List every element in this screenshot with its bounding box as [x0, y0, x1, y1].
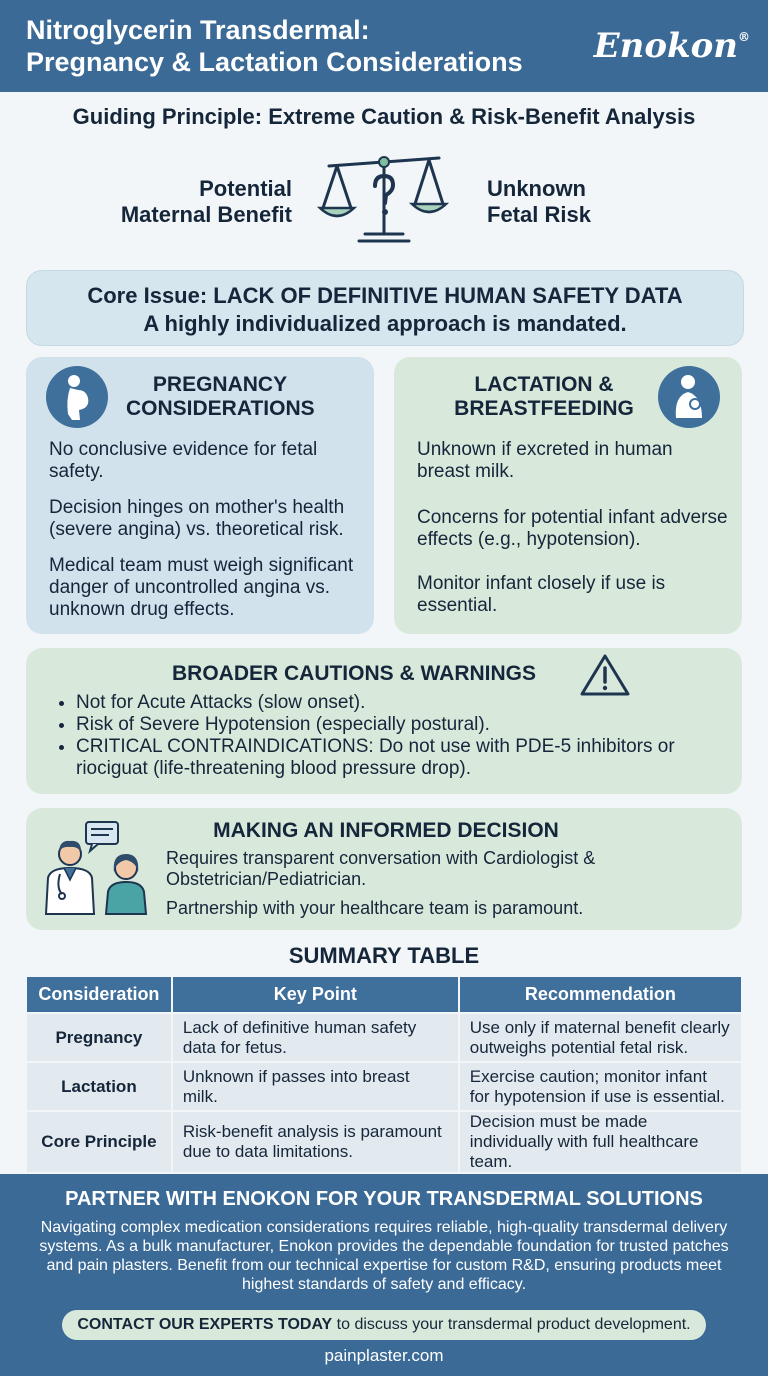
- website-link[interactable]: painplaster.com: [324, 1346, 444, 1365]
- pregnancy-title: [126, 373, 314, 421]
- lactation-title-line-2: BREASTFEEDING: [454, 397, 634, 420]
- maternal-benefit-line-1: Potential: [199, 176, 292, 201]
- table-cell: Decision must be made individually with full healthcare team.: [459, 1111, 742, 1173]
- pregnancy-point-2: Decision hinges on mother's health (severe angina) vs. theoretical risk.: [49, 497, 345, 540]
- informed-decision-panel: [26, 808, 742, 930]
- fetal-risk-label: [487, 176, 591, 228]
- lactation-point-2: Concerns for potential infant adverse effects (e.g., hypotension).: [417, 507, 728, 550]
- page-title: [26, 14, 523, 78]
- balance-scale-question-icon: [315, 148, 453, 248]
- pregnancy-card: [26, 357, 374, 634]
- decision-title: MAKING AN INFORMED DECISION: [213, 819, 559, 842]
- cautions-list: [56, 692, 716, 780]
- guiding-principle-title: Guiding Principle: Extreme Caution & Risk-Benefit Analysis: [72, 104, 696, 129]
- doctor-patient-chat-icon: [40, 818, 158, 918]
- caution-item: • Not for Acute Attacks (slow onset).: [76, 692, 716, 714]
- pregnant-woman-glyph: [46, 366, 108, 428]
- breastfeeding-mother-icon: [658, 366, 720, 428]
- table-cell: Lactation: [26, 1062, 172, 1111]
- lactation-title: [444, 373, 644, 421]
- header-banner: [0, 0, 768, 92]
- pregnancy-title-line-2: CONSIDERATIONS: [126, 397, 315, 420]
- table-row: [26, 1013, 742, 1062]
- caution-item: • Risk of Severe Hypotension (especially postural).: [76, 714, 716, 736]
- column-header: Key Point: [172, 976, 459, 1013]
- core-issue-heading: Core Issue: LACK OF DEFINITIVE HUMAN SAFETY DATA: [87, 283, 683, 308]
- table-cell: Unknown if passes into breast milk.: [172, 1062, 459, 1111]
- table-cell: Exercise caution; monitor infant for hypotension if use is essential.: [459, 1062, 742, 1111]
- fetal-risk-line-1: Unknown: [487, 176, 586, 201]
- maternal-benefit-line-2: Maternal Benefit: [120, 202, 292, 227]
- brand-logo: [594, 26, 750, 66]
- table-cell: Risk-benefit analysis is paramount due to data limitations.: [172, 1111, 459, 1173]
- table-header-row: [26, 976, 742, 1013]
- title-line-1: Nitroglycerin Transdermal:: [26, 15, 370, 45]
- fetal-risk-line-2: Fetal Risk: [487, 202, 591, 227]
- brand-name: Enokon: [593, 26, 738, 66]
- lactation-point-1: Unknown if excreted in human breast milk.: [417, 439, 673, 482]
- caution-item: • CRITICAL CONTRAINDICATIONS: Do not use with PDE-5 inhibitors or riociguat (life-threatening blood pressure drop).: [76, 736, 716, 780]
- core-issue-subheading: A highly individualized approach is mandated.: [143, 311, 627, 336]
- lactation-title-line-1: LACTATION &: [474, 373, 614, 396]
- cta-text: to discuss your transdermal product development.: [332, 1316, 691, 1333]
- lactation-card: [394, 357, 742, 634]
- lactation-point-3: Monitor infant closely if use is essential.: [417, 573, 666, 616]
- core-issue-panel: [26, 270, 744, 346]
- table-cell: Use only if maternal benefit clearly outweighs potential fetal risk.: [459, 1013, 742, 1062]
- breastfeeding-mother-glyph: [658, 366, 720, 428]
- cautions-title: BROADER CAUTIONS & WARNINGS: [171, 662, 536, 685]
- decision-point-1: Requires transparent conversation with Cardiologist & Obstetrician/Pediatrician.: [166, 848, 596, 889]
- pregnancy-title-line-1: PREGNANCY: [152, 373, 288, 396]
- title-line-2: Pregnancy & Lactation Considerations: [26, 47, 523, 77]
- pregnancy-point-3: Medical team must weigh significant danger of uncontrolled angina vs. unknown drug effects.: [49, 555, 354, 620]
- column-header: Recommendation: [459, 976, 742, 1013]
- pregnant-woman-icon: [46, 366, 108, 428]
- table-row: [26, 1062, 742, 1111]
- maternal-benefit-label: [121, 176, 292, 228]
- footer-description: Navigating complex medication considerations requires reliable, high-quality transdermal delivery systems. As a bulk manufacturer, Enokon provides the dependable foundation for trusted patches and pain plasters. Benefit from our technical expertise for custom R&D, ensuring products meet highest standards of safety and efficacy.: [39, 1219, 729, 1293]
- cta-bold-text: CONTACT OUR EXPERTS TODAY: [77, 1316, 333, 1333]
- summary-table-title: SUMMARY TABLE: [288, 943, 480, 968]
- pregnancy-point-1: No conclusive evidence for fetal safety.: [49, 439, 318, 482]
- footer-title: PARTNER WITH ENOKON FOR YOUR TRANSDERMAL SOLUTIONS: [65, 1188, 703, 1210]
- table-cell: Lack of definitive human safety data for fetus.: [172, 1013, 459, 1062]
- column-header: Consideration: [26, 976, 172, 1013]
- summary-table: [25, 975, 743, 1174]
- table-cell: Core Principle: [26, 1111, 172, 1173]
- registered-mark: ®: [738, 30, 750, 44]
- cautions-panel: [26, 648, 742, 794]
- table-row: [26, 1111, 742, 1173]
- table-cell: Pregnancy: [26, 1013, 172, 1062]
- contact-experts-button[interactable]: [62, 1310, 706, 1340]
- decision-point-2: Partnership with your healthcare team is paramount.: [166, 898, 584, 918]
